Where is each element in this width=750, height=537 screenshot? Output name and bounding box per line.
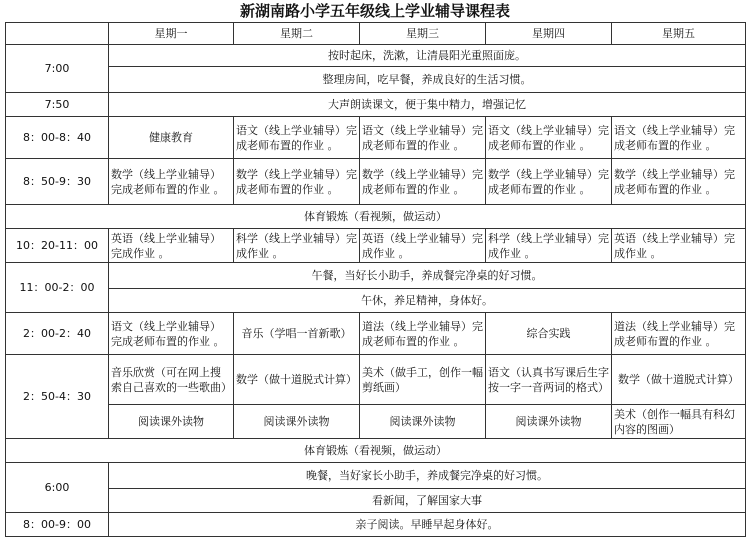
- table-row: [6, 93, 746, 117]
- class-cell-monday: 健康教育: [109, 117, 234, 159]
- table-row: [6, 313, 746, 355]
- table-row: [6, 263, 746, 289]
- class-cell-tuesday: 数学（做十道脱式计算）: [234, 355, 360, 405]
- class-cell-wednesday: 阅读课外读物: [360, 405, 486, 439]
- table-row: [6, 67, 746, 93]
- day-header-wednesday: 星期三: [360, 23, 486, 45]
- activity-cell: 午休，养足精神，身体好。: [109, 289, 746, 313]
- day-header-monday: 星期一: [109, 23, 234, 45]
- page-title: 新湖南路小学五年级线上学业辅导课程表: [239, 2, 510, 20]
- class-cell-tuesday: 数学（线上学业辅导）完成老师布置的作业 。: [234, 159, 360, 205]
- class-cell-tuesday: 音乐（学唱一首新歌）: [234, 313, 360, 355]
- time-cell: 8：00-8：40: [6, 117, 109, 159]
- table-row: [6, 45, 746, 67]
- class-cell-tuesday: 语文（线上学业辅导）完成老师布置的作业 。: [234, 117, 360, 159]
- class-cell-friday: 数学（线上学业辅导）完成老师布置的作业 。: [612, 159, 746, 205]
- class-cell-wednesday: 道法（线上学业辅导）完成老师布置的作业 。: [360, 313, 486, 355]
- time-cell: 11：00-2：00: [6, 263, 109, 313]
- day-header-tuesday: 星期二: [234, 23, 360, 45]
- class-cell-monday: 阅读课外读物: [109, 405, 234, 439]
- class-cell-wednesday: 语文（线上学业辅导）完成老师布置的作业 。: [360, 117, 486, 159]
- class-cell-wednesday: 数学（线上学业辅导）完成老师布置的作业 。: [360, 159, 486, 205]
- activity-cell: 按时起床，洗漱，让清晨阳光重照面庞。: [109, 45, 746, 67]
- activity-cell: 看新闻，了解国家大事: [109, 489, 746, 513]
- table-row: [6, 355, 746, 405]
- class-cell-thursday: 语文（认真书写课后生字按一字一音两词的格式）: [486, 355, 612, 405]
- class-cell-thursday: 数学（线上学业辅导）完成老师布置的作业 。: [486, 159, 612, 205]
- activity-cell: 体育锻炼（看视频，做运动）: [6, 439, 746, 463]
- time-cell: 8：50-9：30: [6, 159, 109, 205]
- class-cell-thursday: 阅读课外读物: [486, 405, 612, 439]
- table-row: [6, 289, 746, 313]
- time-cell: 10：20-11：00: [6, 229, 109, 263]
- class-cell-monday: 数学（线上学业辅导）完成老师布置的作业 。: [109, 159, 234, 205]
- header-row: [6, 23, 746, 45]
- activity-cell: 体育锻炼（看视频，做运动）: [6, 205, 746, 229]
- activity-cell: 午餐，当好长小助手，养成餐完净桌的好习惯。: [109, 263, 746, 289]
- class-cell-friday: 道法（线上学业辅导）完成老师布置的作业 。: [612, 313, 746, 355]
- class-cell-thursday: 综合实践: [486, 313, 612, 355]
- activity-cell: 整理房间，吃早餐，养成良好的生活习惯。: [109, 67, 746, 93]
- class-cell-thursday: 科学（线上学业辅导）完成作业 。: [486, 229, 612, 263]
- time-cell: 7:00: [6, 45, 109, 93]
- time-cell: 7:50: [6, 93, 109, 117]
- table-row: [6, 229, 746, 263]
- table-row: [6, 439, 746, 463]
- activity-cell: 晚餐，当好家长小助手，养成餐完净桌的好习惯。: [109, 463, 746, 489]
- class-cell-monday: 音乐欣赏（可在网上搜索自己喜欢的一些歌曲）: [109, 355, 234, 405]
- time-cell: 6:00: [6, 463, 109, 513]
- class-cell-wednesday: 美术（做手工，创作一幅剪纸画）: [360, 355, 486, 405]
- class-cell-monday: 英语（线上学业辅导）完成作业 。: [109, 229, 234, 263]
- day-header-friday: 星期五: [612, 23, 746, 45]
- table-row: [6, 117, 746, 159]
- class-cell-friday: 美术（创作一幅具有科幻内容的图画）: [612, 405, 746, 439]
- table-row: [6, 205, 746, 229]
- table-row: [6, 405, 746, 439]
- time-header-cell: [6, 23, 109, 45]
- time-cell: 2：50-4：30: [6, 355, 109, 439]
- table-row: [6, 463, 746, 489]
- class-cell-friday: 语文（线上学业辅导）完成老师布置的作业 。: [612, 117, 746, 159]
- class-cell-thursday: 语文（线上学业辅导）完成老师布置的作业 。: [486, 117, 612, 159]
- table-row: [6, 159, 746, 205]
- time-cell: 2：00-2：40: [6, 313, 109, 355]
- class-cell-friday: 数学（做十道脱式计算）: [612, 355, 746, 405]
- day-header-thursday: 星期四: [486, 23, 612, 45]
- table-row: [6, 489, 746, 513]
- class-cell-friday: 英语（线上学业辅导）完成作业 。: [612, 229, 746, 263]
- class-cell-tuesday: 阅读课外读物: [234, 405, 360, 439]
- class-cell-wednesday: 英语（线上学业辅导）完成作业 。: [360, 229, 486, 263]
- activity-cell: 亲子阅读。早睡早起身体好。: [109, 513, 746, 537]
- schedule-table: [5, 22, 746, 537]
- class-cell-tuesday: 科学（线上学业辅导）完成作业 。: [234, 229, 360, 263]
- activity-cell: 大声朗读课文，便于集中精力，增强记忆: [109, 93, 746, 117]
- class-cell-monday: 语文（线上学业辅导）完成老师布置的作业 。: [109, 313, 234, 355]
- time-cell: 8：00-9：00: [6, 513, 109, 537]
